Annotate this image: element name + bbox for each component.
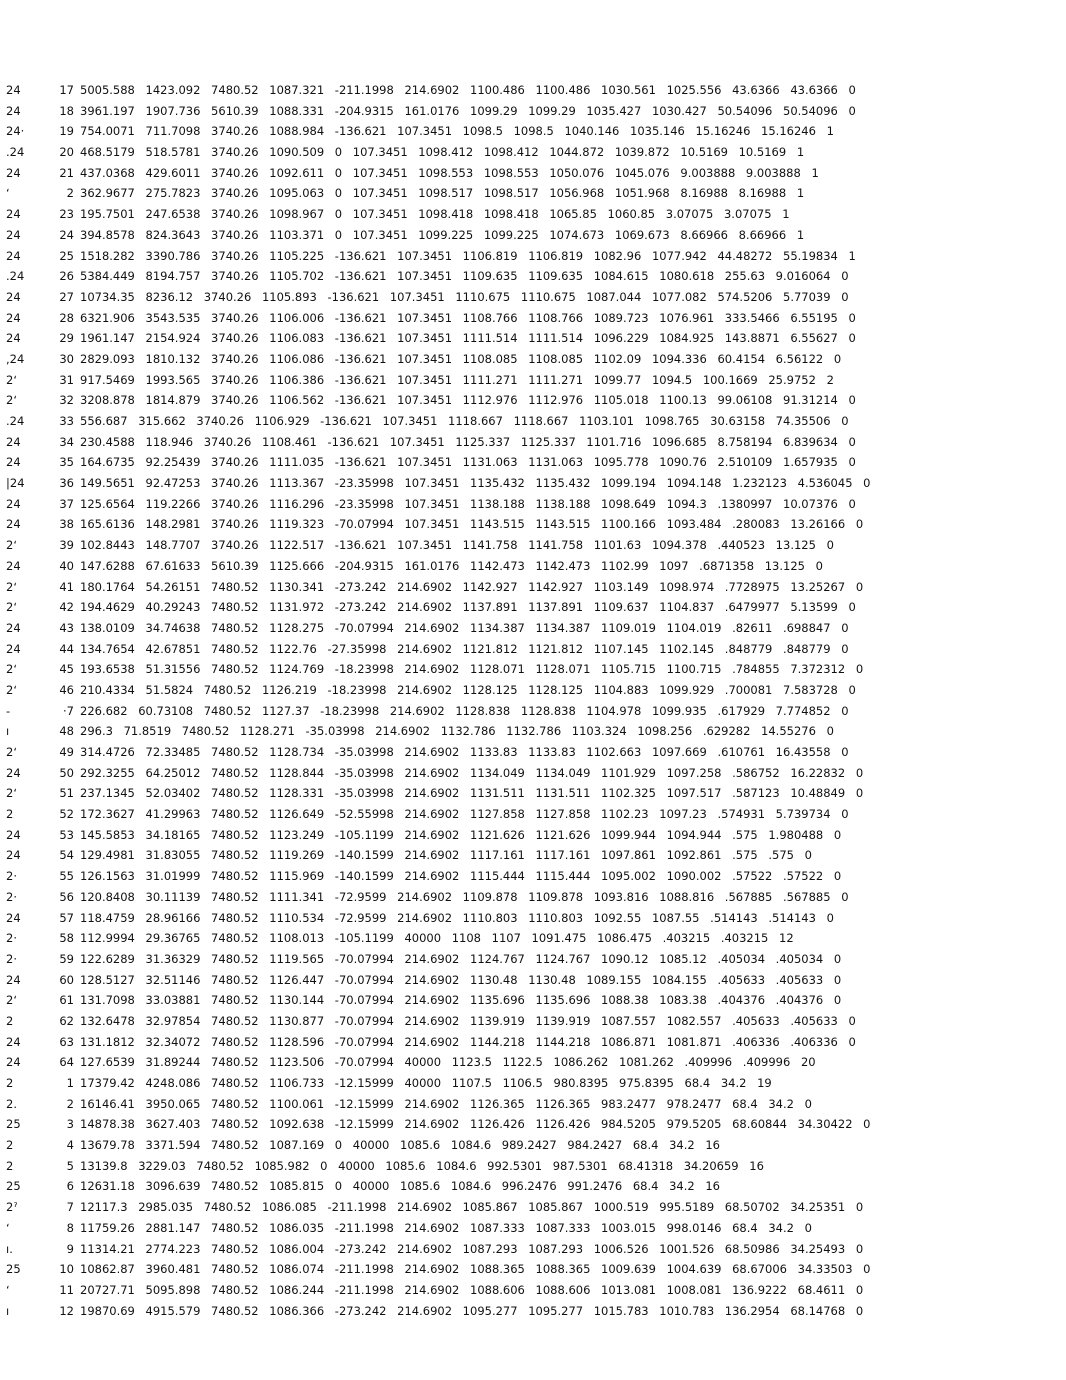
first-column-cell: 24 <box>6 103 21 118</box>
second-column-cell: 27 <box>59 289 74 304</box>
row-values: 292.3255 64.25012 7480.52 1128.844 -35.03998 214.6902 1134.049 1134.049 1101.929 1097.258 .586752 16.22832 0 <box>80 765 864 780</box>
row-values: 134.7654 42.67851 7480.52 1122.76 -27.35998 214.6902 1121.812 1121.812 1107.145 1102.145 .848779 .848779 0 <box>80 641 849 656</box>
row-values: 172.3627 41.29963 7480.52 1126.649 -52.55998 214.6902 1127.858 1127.858 1102.23 1097.23 .574931 5.739734 0 <box>80 807 849 822</box>
first-column-cell: ı <box>6 1303 10 1318</box>
table-row <box>6 183 870 204</box>
row-values: 149.5651 92.47253 3740.26 1113.367 -23.35998 107.3451 1135.432 1135.432 1099.194 1094.148 1.232123 4.536045 0 <box>80 476 871 491</box>
second-column-cell: 61 <box>59 993 74 1008</box>
first-column-cell: 24 <box>6 289 21 304</box>
second-column-cell: 58 <box>59 931 74 946</box>
table-row <box>6 142 870 163</box>
row-values: 12117.3 2985.035 7480.52 1086.085 -211.1998 214.6902 1085.867 1085.867 1000.519 995.5189 68.50702 34.25351 0 <box>80 1200 864 1215</box>
row-values: 437.0368 429.6011 3740.26 1092.611 0 107.3451 1098.553 1098.553 1050.076 1045.076 9.003888 9.003888 1 <box>80 165 819 180</box>
table-row <box>6 1135 870 1156</box>
second-column-cell: 4 <box>66 1138 74 1153</box>
first-column-cell: 2 <box>6 1076 14 1090</box>
first-column-cell: ,24 <box>6 351 25 366</box>
table-row <box>6 866 870 887</box>
first-column-cell: 24· <box>6 124 25 139</box>
row-values: 2829.093 1810.132 3740.26 1106.086 -136.621 107.3451 1108.085 1108.085 1102.09 1094.336 60.4154 6.56122 0 <box>80 351 842 366</box>
first-column-cell: ʻ <box>6 186 10 201</box>
table-row <box>6 473 870 494</box>
first-column-cell: 24 <box>6 165 21 180</box>
first-column-cell: .24 <box>6 414 25 428</box>
first-column-cell: |24 <box>6 476 25 491</box>
first-column-cell: 24 <box>6 434 21 449</box>
first-column-cell: 2ʻ <box>6 579 17 594</box>
table-row <box>6 1280 870 1301</box>
table-row <box>6 721 870 742</box>
first-column-cell: ı <box>6 724 10 739</box>
second-column-cell: 9 <box>66 1241 74 1256</box>
table-row <box>6 411 870 432</box>
first-column-cell: 24 <box>6 972 21 987</box>
first-column-cell: 24 <box>6 558 21 573</box>
first-column-cell: 24 <box>6 910 21 925</box>
table-row <box>6 597 870 618</box>
table-row <box>6 1301 870 1322</box>
first-column-cell: 2ʻ <box>6 662 17 677</box>
first-column-cell: 2 <box>6 1013 14 1028</box>
row-values: 6321.906 3543.535 3740.26 1106.006 -136.621 107.3451 1108.766 1108.766 1089.723 1076.961 333.5466 6.55195 0 <box>80 310 856 325</box>
data-table <box>6 80 870 1321</box>
row-values: 180.1764 54.26151 7480.52 1130.341 -273.242 214.6902 1142.927 1142.927 1103.149 1098.974 .7728975 13.25267 0 <box>80 579 864 594</box>
row-values: 164.6735 92.25439 3740.26 1111.035 -136.621 107.3451 1131.063 1131.063 1095.778 1090.76 2.510109 1.657935 0 <box>80 455 856 470</box>
second-column-cell: 30 <box>59 351 74 366</box>
row-values: 468.5179 518.5781 3740.26 1090.509 0 107.3451 1098.412 1098.412 1044.872 1039.872 10.5169 10.5169 1 <box>80 145 805 160</box>
first-column-cell: 25 <box>6 1117 21 1132</box>
second-column-cell: 7 <box>66 1200 74 1215</box>
second-column-cell: 60 <box>59 972 74 987</box>
table-row <box>6 246 870 267</box>
table-row <box>6 577 870 598</box>
table-row <box>6 225 870 246</box>
table-row <box>6 556 870 577</box>
second-column-cell: 50 <box>59 765 74 780</box>
first-column-cell: - <box>6 703 11 718</box>
first-column-cell: 2ʻ <box>6 372 17 387</box>
table-row <box>6 287 870 308</box>
second-column-cell: 52 <box>59 807 74 822</box>
second-column-cell: 33 <box>59 414 74 428</box>
table-row <box>6 1011 870 1032</box>
first-column-cell: 24 <box>6 83 21 97</box>
second-column-cell: 12 <box>59 1303 74 1318</box>
row-values: 13679.78 3371.594 7480.52 1087.169 0 40000 1085.6 1084.6 989.2427 984.2427 68.4 34.2 16 <box>80 1138 721 1153</box>
table-row <box>6 494 870 515</box>
row-values: 125.6564 119.2266 3740.26 1116.296 -23.35998 107.3451 1138.188 1138.188 1098.649 1094.3 .1380997 10.07376 0 <box>80 496 856 511</box>
row-values: 118.4759 28.96166 7480.52 1110.534 -72.9599 214.6902 1110.803 1110.803 1092.55 1087.55 .514143 .514143 0 <box>80 910 834 925</box>
row-values: 147.6288 67.61633 5610.39 1125.666 -204.9315 161.0176 1142.473 1142.473 1102.99 1097 .6871358 13.125 0 <box>80 558 823 573</box>
row-values: 193.6538 51.31556 7480.52 1124.769 -18.23998 214.6902 1128.071 1128.071 1105.715 1100.715 .784855 7.372312 0 <box>80 662 864 677</box>
row-values: 237.1345 52.03402 7480.52 1128.331 -35.03998 214.6902 1131.511 1131.511 1102.325 1097.517 .587123 10.48849 0 <box>80 786 864 801</box>
table-row <box>6 618 870 639</box>
second-column-cell: 36 <box>59 476 74 491</box>
table-row <box>6 783 870 804</box>
second-column-cell: 57 <box>59 910 74 925</box>
table-row <box>6 1052 870 1073</box>
first-column-cell: ʻ <box>6 1220 10 1235</box>
row-values: 210.4334 51.5824 7480.52 1126.219 -18.23998 214.6902 1128.125 1128.125 1104.883 1099.929 .700081 7.583728 0 <box>80 682 856 697</box>
second-column-cell: 34 <box>59 434 74 449</box>
first-column-cell: 24 <box>6 517 21 532</box>
second-column-cell: 5 <box>66 1158 74 1173</box>
second-column-cell: 53 <box>59 827 74 842</box>
second-column-cell: 17 <box>59 83 74 97</box>
second-column-cell: 63 <box>59 1034 74 1049</box>
table-row <box>6 639 870 660</box>
row-values: 122.6289 31.36329 7480.52 1119.565 -70.07994 214.6902 1124.767 1124.767 1090.12 1085.12 .405034 .405034 0 <box>80 951 842 966</box>
table-row <box>6 370 870 391</box>
table-row <box>6 432 870 453</box>
second-column-cell: 6 <box>66 1179 74 1194</box>
second-column-cell: 32 <box>59 393 74 408</box>
first-column-cell: 2ˀ <box>6 1200 18 1215</box>
first-column-cell: 24 <box>6 620 21 635</box>
row-values: 314.4726 72.33485 7480.52 1128.734 -35.03998 214.6902 1133.83 1133.83 1102.663 1097.669 .610761 16.43558 0 <box>80 745 849 759</box>
first-column-cell: 2· <box>6 869 17 884</box>
row-values: 145.5853 34.18165 7480.52 1123.249 -105.1199 214.6902 1121.626 1121.626 1099.944 1094.944 .575 1.980488 0 <box>80 827 842 842</box>
table-row <box>6 1176 870 1197</box>
table-row <box>6 80 870 101</box>
second-column-cell: 42 <box>59 600 74 615</box>
table-row <box>6 349 870 370</box>
row-values: 12631.18 3096.639 7480.52 1085.815 0 40000 1085.6 1084.6 996.2476 991.2476 68.4 34.2 16 <box>80 1179 721 1194</box>
first-column-cell: 2ʻ <box>6 993 17 1008</box>
row-values: 19870.69 4915.579 7480.52 1086.366 -273.242 214.6902 1095.277 1095.277 1015.783 1010.783 136.2954 68.14768 0 <box>80 1303 864 1318</box>
second-column-cell: 35 <box>59 455 74 470</box>
second-column-cell: 2 <box>66 186 74 201</box>
second-column-cell: 55 <box>59 869 74 884</box>
first-column-cell: 24 <box>6 227 21 242</box>
first-column-cell: 24 <box>6 496 21 511</box>
first-column-cell: 24 <box>6 1034 21 1049</box>
row-values: 5384.449 8194.757 3740.26 1105.702 -136.621 107.3451 1109.635 1109.635 1084.615 1080.618 255.63 9.016064 0 <box>80 269 849 284</box>
table-row <box>6 328 870 349</box>
table-row <box>6 763 870 784</box>
table-row <box>6 1259 870 1280</box>
table-row <box>6 1239 870 1260</box>
row-values: 128.5127 32.51146 7480.52 1126.447 -70.07994 214.6902 1130.48 1130.48 1089.155 1084.155 .405633 .405633 0 <box>80 972 842 987</box>
table-row <box>6 1156 870 1177</box>
table-row <box>6 949 870 970</box>
table-row <box>6 1094 870 1115</box>
table-row <box>6 742 870 763</box>
second-column-cell: 44 <box>59 641 74 656</box>
table-row <box>6 887 870 908</box>
row-values: 11759.26 2881.147 7480.52 1086.035 -211.1998 214.6902 1087.333 1087.333 1003.015 998.0146 68.4 34.2 0 <box>80 1220 812 1235</box>
second-column-cell: 3 <box>66 1117 74 1132</box>
first-column-cell: 2ʻ <box>6 786 17 801</box>
first-column-cell: 2· <box>6 931 17 946</box>
second-column-cell: 20 <box>59 145 74 160</box>
second-column-cell: 24 <box>59 227 74 242</box>
row-values: 138.0109 34.74638 7480.52 1128.275 -70.07994 214.6902 1134.387 1134.387 1109.019 1104.019 .82611 .698847 0 <box>80 620 849 635</box>
row-values: 1961.147 2154.924 3740.26 1106.083 -136.621 107.3451 1111.514 1111.514 1096.229 1084.925 143.8871 6.55627 0 <box>80 331 856 346</box>
row-values: 10862.87 3960.481 7480.52 1086.074 -211.1998 214.6902 1088.365 1088.365 1009.639 1004.639 68.67006 34.33503 0 <box>80 1262 871 1277</box>
table-row <box>6 845 870 866</box>
row-values: 126.1563 31.01999 7480.52 1115.969 -140.1599 214.6902 1115.444 1115.444 1095.002 1090.002 .57522 .57522 0 <box>80 869 842 884</box>
row-values: 296.3 71.8519 7480.52 1128.271 -35.03998 214.6902 1132.786 1132.786 1103.324 1098.256 .629282 14.55276 0 <box>80 724 834 739</box>
second-column-cell: 59 <box>59 951 74 966</box>
second-column-cell: 18 <box>59 103 74 118</box>
second-column-cell: 39 <box>59 538 74 553</box>
row-values: 132.6478 32.97854 7480.52 1130.877 -70.07994 214.6902 1139.919 1139.919 1087.557 1082.557 .405633 .405633 0 <box>80 1013 856 1028</box>
row-values: 14878.38 3627.403 7480.52 1092.638 -12.15999 214.6902 1126.426 1126.426 984.5205 979.5205 68.60844 34.30422 0 <box>80 1117 871 1132</box>
row-values: 362.9677 275.7823 3740.26 1095.063 0 107.3451 1098.517 1098.517 1056.968 1051.968 8.16988 8.16988 1 <box>80 186 805 201</box>
table-row <box>6 266 870 287</box>
row-values: 3961.197 1907.736 5610.39 1088.331 -204.9315 161.0176 1099.29 1099.29 1035.427 1030.427 50.54096 50.54096 0 <box>80 103 856 118</box>
row-values: 127.6539 31.89244 7480.52 1123.506 -70.07994 40000 1123.5 1122.5 1086.262 1081.262 .409996 .409996 20 <box>80 1055 816 1070</box>
first-column-cell: 24 <box>6 848 21 863</box>
second-column-cell: 23 <box>59 207 74 222</box>
table-row <box>6 452 870 473</box>
second-column-cell: 19 <box>59 124 74 139</box>
second-column-cell: 11 <box>59 1282 74 1297</box>
second-column-cell: 21 <box>59 165 74 180</box>
row-values: 16146.41 3950.065 7480.52 1100.061 -12.15999 214.6902 1126.365 1126.365 983.2477 978.2477 68.4 34.2 0 <box>80 1096 812 1111</box>
table-row <box>6 163 870 184</box>
first-column-cell: 25 <box>6 1262 21 1277</box>
table-row <box>6 514 870 535</box>
second-column-cell: 41 <box>59 579 74 594</box>
second-column-cell: 1 <box>66 1076 74 1090</box>
row-values: 112.9994 29.36765 7480.52 1108.013 -105.1199 40000 1108 1107 1091.475 1086.475 .403215 .403215 12 <box>80 931 794 946</box>
first-column-cell: 24 <box>6 765 21 780</box>
first-column-cell: 24 <box>6 331 21 346</box>
row-values: 5005.588 1423.092 7480.52 1087.321 -211.1998 214.6902 1100.486 1100.486 1030.561 1025.556 43.6366 43.6366 0 <box>80 83 856 97</box>
second-column-cell: 40 <box>59 558 74 573</box>
second-column-cell: 38 <box>59 517 74 532</box>
first-column-cell: 25 <box>6 1179 21 1194</box>
first-column-cell: 24 <box>6 827 21 842</box>
second-column-cell: 49 <box>59 745 74 759</box>
second-column-cell: 37 <box>59 496 74 511</box>
second-column-cell: 29 <box>59 331 74 346</box>
row-values: 102.8443 148.7707 3740.26 1122.517 -136.621 107.3451 1141.758 1141.758 1101.63 1094.378 .440523 13.125 0 <box>80 538 834 553</box>
first-column-cell: 2ʻ <box>6 600 17 615</box>
table-row <box>6 701 870 722</box>
second-column-cell: 8 <box>66 1220 74 1235</box>
row-values: 120.8408 30.11139 7480.52 1111.341 -72.9599 214.6902 1109.878 1109.878 1093.816 1088.816 .567885 .567885 0 <box>80 889 849 904</box>
second-column-cell: 51 <box>59 786 74 801</box>
table-row <box>6 1073 870 1094</box>
second-column-cell: 62 <box>59 1013 74 1028</box>
second-column-cell: 2 <box>66 1096 74 1111</box>
second-column-cell: 45 <box>59 662 74 677</box>
second-column-cell: 64 <box>59 1055 74 1070</box>
table-row <box>6 990 870 1011</box>
table-row <box>6 1114 870 1135</box>
table-row <box>6 535 870 556</box>
row-values: 195.7501 247.6538 3740.26 1098.967 0 107.3451 1098.418 1098.418 1065.85 1060.85 3.07075 3.07075 1 <box>80 207 790 222</box>
second-column-cell: 10 <box>59 1262 74 1277</box>
row-values: 131.1812 32.34072 7480.52 1128.596 -70.07994 214.6902 1144.218 1144.218 1086.871 1081.871 .406336 .406336 0 <box>80 1034 856 1049</box>
row-values: 17379.42 4248.086 7480.52 1106.733 -12.15999 40000 1107.5 1106.5 980.8395 975.8395 68.4 34.2 19 <box>80 1076 772 1090</box>
second-column-cell: ·7 <box>63 703 74 718</box>
first-column-cell: .24 <box>6 145 25 160</box>
row-values: 230.4588 118.946 3740.26 1108.461 -136.621 107.3451 1125.337 1125.337 1101.716 1096.685 8.758194 6.839634 0 <box>80 434 856 449</box>
row-values: 394.8578 824.3643 3740.26 1103.371 0 107.3451 1099.225 1099.225 1074.673 1069.673 8.66966 8.66966 1 <box>80 227 805 242</box>
first-column-cell: 2. <box>6 1096 17 1111</box>
table-row <box>6 1032 870 1053</box>
first-column-cell: 24 <box>6 207 21 222</box>
second-column-cell: 56 <box>59 889 74 904</box>
row-values: 13139.8 3229.03 7480.52 1085.982 0 40000 1085.6 1084.6 992.5301 987.5301 68.41318 34.20659 16 <box>80 1158 764 1173</box>
row-values: 20727.71 5095.898 7480.52 1086.244 -211.1998 214.6902 1088.606 1088.606 1013.081 1008.081 136.9222 68.4611 0 <box>80 1282 864 1297</box>
row-values: 917.5469 1993.565 3740.26 1106.386 -136.621 107.3451 1111.271 1111.271 1099.77 1094.5 100.1669 25.9752 2 <box>80 372 834 387</box>
table-row <box>6 908 870 929</box>
first-column-cell: 24 <box>6 1055 21 1070</box>
first-column-cell: 24 <box>6 310 21 325</box>
second-column-cell: 43 <box>59 620 74 635</box>
table-row <box>6 1197 870 1218</box>
first-column-cell: .24 <box>6 269 25 284</box>
table-row <box>6 121 870 142</box>
row-values: 1518.282 3390.786 3740.26 1105.225 -136.621 107.3451 1106.819 1106.819 1082.96 1077.942 44.48272 55.19834 1 <box>80 248 856 263</box>
table-row <box>6 970 870 991</box>
first-column-cell: 24 <box>6 641 21 656</box>
table-row <box>6 804 870 825</box>
first-column-cell: 2· <box>6 951 17 966</box>
row-values: 194.4629 40.29243 7480.52 1131.972 -273.242 214.6902 1137.891 1137.891 1109.637 1104.837 .6479977 5.13599 0 <box>80 600 856 615</box>
table-row <box>6 308 870 329</box>
row-values: 10734.35 8236.12 3740.26 1105.893 -136.621 107.3451 1110.675 1110.675 1087.044 1077.082 574.5206 5.77039 0 <box>80 289 849 304</box>
table-row <box>6 825 870 846</box>
second-column-cell: 54 <box>59 848 74 863</box>
row-values: 556.687 315.662 3740.26 1106.929 -136.621 107.3451 1118.667 1118.667 1103.101 1098.765 30.63158 74.35506 0 <box>80 414 849 428</box>
second-column-cell: 31 <box>59 372 74 387</box>
row-values: 226.682 60.73108 7480.52 1127.37 -18.23998 214.6902 1128.838 1128.838 1104.978 1099.935 .617929 7.774852 0 <box>80 703 849 718</box>
row-values: 165.6136 148.2981 3740.26 1119.323 -70.07994 107.3451 1143.515 1143.515 1100.166 1093.484 .280083 13.26166 0 <box>80 517 864 532</box>
first-column-cell: 2ʻ <box>6 682 17 697</box>
table-row <box>6 928 870 949</box>
row-values: 754.0071 711.7098 3740.26 1088.984 -136.621 107.3451 1098.5 1098.5 1040.146 1035.146 15.16246 15.16246 1 <box>80 124 834 139</box>
table-row <box>6 680 870 701</box>
row-values: 129.4981 31.83055 7480.52 1119.269 -140.1599 214.6902 1117.161 1117.161 1097.861 1092.861 .575 .575 0 <box>80 848 812 863</box>
second-column-cell: 25 <box>59 248 74 263</box>
first-column-cell: 2ʻ <box>6 538 17 553</box>
first-column-cell: 2ʻ <box>6 393 17 408</box>
second-column-cell: 26 <box>59 269 74 284</box>
first-column-cell: 2 <box>6 1158 14 1173</box>
first-column-cell: 2ʻ <box>6 745 17 759</box>
table-row <box>6 390 870 411</box>
second-column-cell: 48 <box>59 724 74 739</box>
first-column-cell: 24 <box>6 248 21 263</box>
second-column-cell: 28 <box>59 310 74 325</box>
first-column-cell: 2 <box>6 807 14 822</box>
row-values: 11314.21 2774.223 7480.52 1086.004 -273.242 214.6902 1087.293 1087.293 1006.526 1001.526 68.50986 34.25493 0 <box>80 1241 864 1256</box>
row-values: 131.7098 33.03881 7480.52 1130.144 -70.07994 214.6902 1135.696 1135.696 1088.38 1083.38 .404376 .404376 0 <box>80 993 842 1008</box>
table-row <box>6 1218 870 1239</box>
first-column-cell: 24 <box>6 455 21 470</box>
first-column-cell: 2· <box>6 889 17 904</box>
first-column-cell: 2 <box>6 1138 14 1153</box>
second-column-cell: 46 <box>59 682 74 697</box>
first-column-cell: ʻ <box>6 1282 10 1297</box>
row-values: 3208.878 1814.879 3740.26 1106.562 -136.621 107.3451 1112.976 1112.976 1105.018 1100.13 99.06108 91.31214 0 <box>80 393 856 408</box>
table-row <box>6 204 870 225</box>
table-row <box>6 659 870 680</box>
first-column-cell: ı. <box>6 1241 13 1256</box>
table-row <box>6 101 870 122</box>
